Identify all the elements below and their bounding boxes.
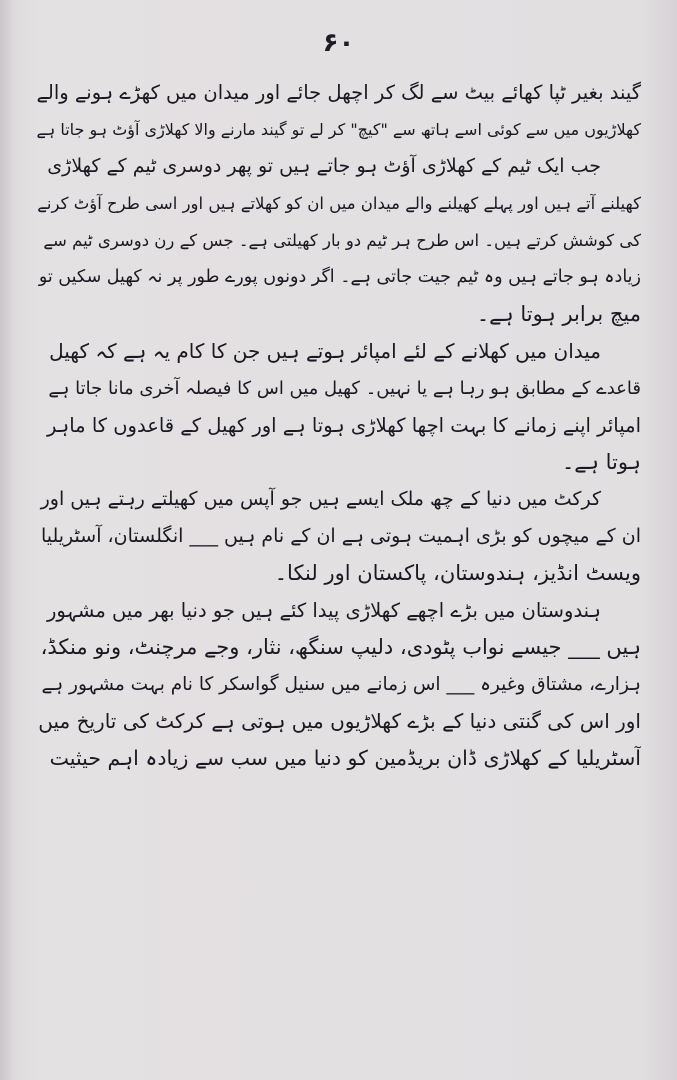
page-number: ۶۰	[322, 28, 355, 58]
text-line: جب ایک ٹیم کے کھلاڑی آؤٹ ہو جاتے ہیں تو پھر دوسری ٹیم کے کھلاڑی	[47, 155, 601, 177]
text-line: ان کے میچوں کو بڑی اہمیت ہوتی ہے ان کے نام ہیں ___ انگلستان، آسٹریلیا	[40, 525, 641, 547]
text-line: ہیں ___ جیسے نواب پٹودی، دلیپ سنگھ، نثار، وجے مرچنٹ، ونو منکڈ،	[40, 635, 641, 659]
text-line: زیادہ ہو جاتے ہیں وہ ٹیم جیت جاتی ہے۔ اگر دونوں پورے طور پر نہ کھیل سکیں تو	[38, 267, 641, 287]
text-line: کرکٹ میں دنیا کے چھ ملک ایسے ہیں جو آپس میں کھیلتے رہتے ہیں اور	[40, 488, 601, 510]
text-line: میدان میں کھلانے کے لئے امپائر ہوتے ہیں جن کا کام یہ ہے کہ کھیل	[49, 339, 601, 363]
text-line: کھیلنے آتے ہیں اور پہلے کھیلنے والے میدان میں ان کو کھلاتے ہیں اور اسی طرح آؤٹ کرنے	[37, 194, 641, 213]
page-body-text	[36, 74, 641, 1064]
text-line: اور اس کی گنتی دنیا کے بڑے کھلاڑیوں میں ہوتی ہے کرکٹ کی تاریخ میں	[38, 709, 641, 733]
text-line: کی کوشش کرتے ہیں۔ اس طرح ہر ٹیم دو بار کھیلتی ہے۔ جس کے رن دوسری ٹیم سے	[43, 231, 641, 250]
text-line: ہندوستان میں بڑے اچھے کھلاڑی پیدا کئے ہیں جو دنیا بھر میں مشہور	[47, 599, 601, 622]
text-line: قاعدے کے مطابق ہو رہا ہے یا نہیں۔ کھیل میں اس کا فیصلہ آخری مانا جاتا ہے	[48, 378, 641, 399]
text-line: میچ برابر ہوتا ہے۔	[476, 302, 641, 326]
text-line: کھلاڑیوں میں سے کوئی اسے ہاتھ سے "کیچ" کر لے تو گیند مارنے والا کھلاڑی آؤٹ ہو جاتا ہے	[36, 120, 641, 139]
text-line: ہوتا ہے۔	[562, 450, 641, 474]
text-line: آسٹریلیا کے کھلاڑی ڈان بریڈمین کو دنیا میں سب سے زیادہ اہم حیثیت	[49, 746, 641, 770]
text-line: ہزارے، مشتاق وغیرہ ___ اس زمانے میں سنیل گواسکر کا نام بہت مشہور ہے	[41, 674, 641, 695]
text-line: گیند بغیر ٹپا کھائے بیٹ سے لگ کر اچھل جائے اور میدان میں کھڑے ہونے والے	[36, 81, 641, 104]
text-line: امپائر اپنے زمانے کا بہت اچھا کھلاڑی ہوتا ہے اور کھیل کے قاعدوں کا ماہر	[47, 414, 641, 437]
text-line: ویسٹ انڈیز، ہندوستان، پاکستان اور لنکا۔	[274, 561, 641, 585]
